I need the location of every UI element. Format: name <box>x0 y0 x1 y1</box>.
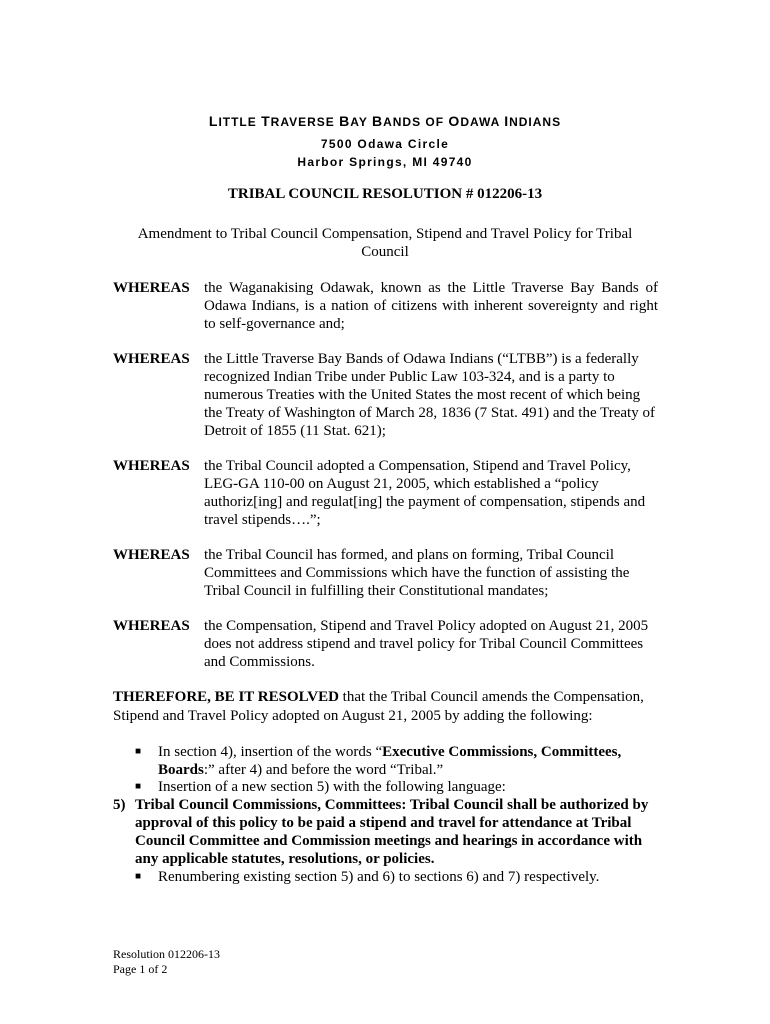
org-initial: B <box>339 113 351 129</box>
whereas-clause <box>113 350 658 440</box>
whereas-clause <box>113 546 658 600</box>
whereas-label: WHEREAS <box>113 547 190 563</box>
bullet-marker-icon: ■ <box>135 781 142 792</box>
whereas-text: the Tribal Council has formed, and plans on forming, Tribal Council Committees and Commissions which have the function of assisting the Tribal Council in fulfilling their Constitutional mandates; <box>204 547 630 599</box>
footer-resolution-number: Resolution 012206-13 <box>113 947 220 961</box>
org-text: DAWA <box>460 115 505 129</box>
amendment-bullet <box>135 743 645 779</box>
org-text: AY <box>350 115 372 129</box>
resolved-lead: THEREFORE, BE IT RESOLVED <box>113 689 339 705</box>
whereas-text: the Waganakising Odawak, known as the Little Traverse Bay Bands of Odawa Indians, is a nation of citizens with inherent sovereignty and right to self-governance and; <box>204 280 658 332</box>
bullet-marker-icon: ■ <box>135 871 142 882</box>
bullet-text: Renumbering existing section 5) and 6) to sections 6) and 7) respectively. <box>158 869 600 885</box>
whereas-text: the Little Traverse Bay Bands of Odawa Indians (“LTBB”) is a federally recognized Indian Tribe under Public Law 103-324, and is a party to numerous Treaties with the United States the most recent of which being the Treaty of Washington of March 28, 1836 (7 Stat. 491) and the Treaty of Detroit of 1855 (11 Stat. 621); <box>204 351 655 439</box>
whereas-text: the Compensation, Stipend and Travel Policy adopted on August 21, 2005 does not address stipend and travel policy for Tribal Council Committees and Commissions. <box>204 618 649 670</box>
resolution-title: TRIBAL COUNCIL RESOLUTION # 012206-13 <box>227 186 543 202</box>
address-street: 7500 Odawa Circle <box>320 137 450 151</box>
bullet-text: Insertion of a new section 5) with the following language: <box>158 779 506 795</box>
resolved-clause <box>113 688 658 726</box>
organization-name <box>0 113 770 129</box>
org-text: NDIANS <box>509 115 562 129</box>
page-footer <box>113 947 220 977</box>
resolution-subject: Amendment to Tribal Council Compensation, Stipend and Travel Policy for Tribal Council <box>137 226 633 260</box>
address-city: Harbor Springs, MI 49740 <box>297 155 473 169</box>
resolved-text: that the Tribal Council amends the Compensation, Stipend and Travel Policy adopted on August 21, 2005 by adding the following: <box>113 689 644 724</box>
amendment-bullet <box>135 868 645 886</box>
whereas-label: WHEREAS <box>113 280 190 296</box>
new-section-5 <box>113 796 653 868</box>
bullet-marker-icon: ■ <box>135 746 142 757</box>
org-text: RAVERSE <box>270 115 340 129</box>
whereas-label: WHEREAS <box>113 351 190 367</box>
org-initial: O <box>448 113 461 129</box>
whereas-clause <box>113 617 658 671</box>
whereas-label: WHEREAS <box>113 458 190 474</box>
whereas-label: WHEREAS <box>113 618 190 634</box>
section-text: Tribal Council Commissions, Committees: Tribal Council shall be authorized by approval of this policy to be paid a stipend and travel for attendance at Tribal Council Committee and Commission meetings and hearings in accordance with any applicable statutes, resolutions, or policies. <box>135 797 649 867</box>
whereas-text: the Tribal Council adopted a Compensation, Stipend and Travel Policy, LEG-GA 110-00 on August 21, 2005, which established a “policy authoriz[ing] and regulat[ing] the payment of compensation, stipends and travel stipends….”; <box>204 458 646 528</box>
org-text: ITTLE <box>218 115 262 129</box>
amendment-bullet <box>135 778 645 796</box>
org-initial: L <box>208 113 219 129</box>
bullet-text: In section 4), insertion of the words “Executive Commissions, Committees, Boards:” after 4) and before the word “Tribal.” <box>158 744 622 778</box>
footer-page-number: Page 1 of 2 <box>113 962 168 976</box>
org-initial: T <box>261 113 271 129</box>
section-number: 5) <box>113 797 126 813</box>
org-text: ANDS OF <box>383 115 449 129</box>
whereas-clause <box>113 279 658 333</box>
org-initial: I <box>504 113 510 129</box>
org-initial: B <box>371 113 384 129</box>
whereas-clause <box>113 457 658 529</box>
